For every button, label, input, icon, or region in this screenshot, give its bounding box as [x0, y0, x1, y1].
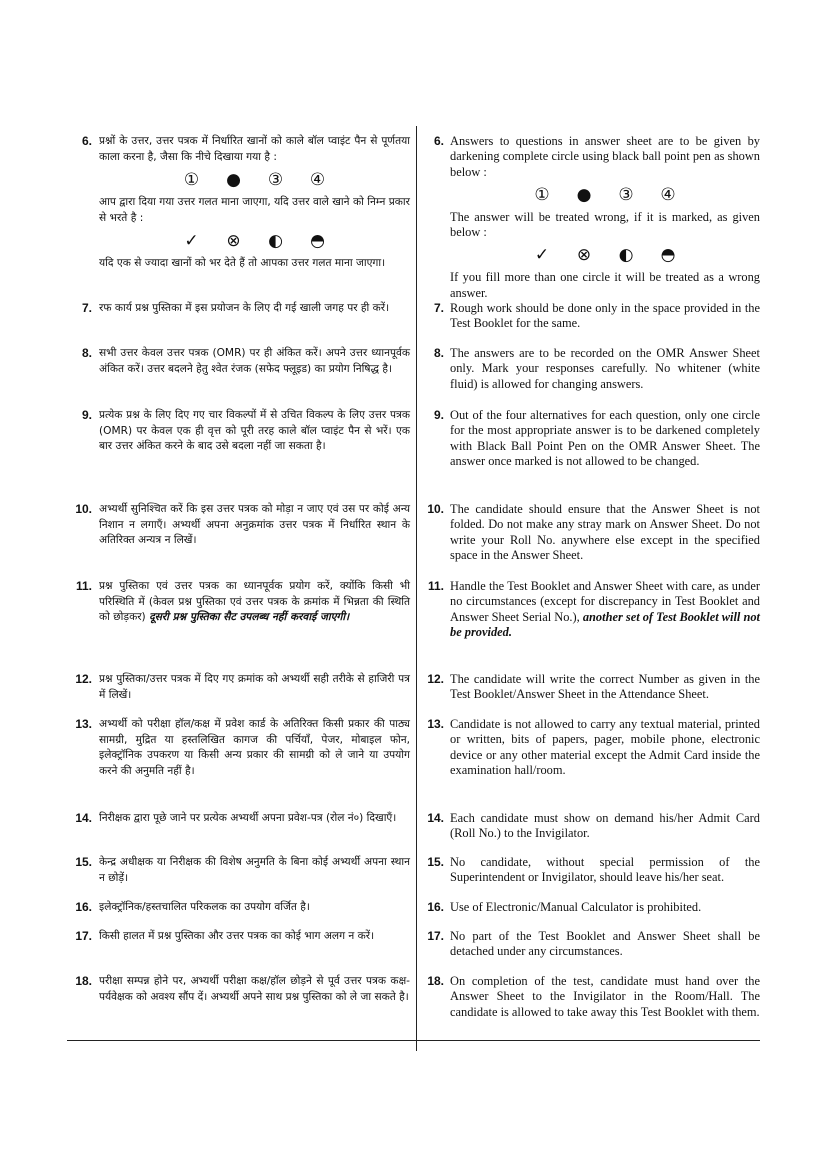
- en-item-text: No part of the Test Booklet and Answer Sheet shall be detached under any circumstances.: [450, 929, 760, 959]
- en-item-text: The answers are to be recorded on the OMR Answer Sheet only. Mark your responses carefully. No whitener (white fluid) is allowed for changing answers.: [450, 346, 760, 391]
- en-item-number: 10.: [427, 502, 444, 516]
- hi-item-7: [72, 301, 410, 317]
- en-item-number: 15.: [427, 855, 444, 869]
- en-item-text: Answers to questions in answer sheet are to be given by darkening complete circle using black ball point pen as shown below :: [450, 134, 760, 179]
- hi-item-text: केन्द्र अधीक्षक या निरीक्षक की विशेष अनुमति के बिना कोई अभ्यर्थी अपना स्थान न छोड़ें।: [99, 856, 410, 884]
- hi-item-number: 6.: [81, 134, 92, 148]
- hi-item-text: सभी उत्तर केवल उत्तर पत्रक (OMR) पर ही अंकित करें। अपने उत्तर ध्यानपूर्वक अंकित करें। उत्तर बदलने हेतु श्वेत रंजक (सफेद फ्लूइड) का प्रयोग निषिद्ध है।: [99, 347, 410, 375]
- hi-item-number: 7.: [81, 301, 92, 315]
- hi-item-17: [72, 929, 410, 945]
- hi-item-9: [72, 408, 410, 455]
- en-item-16: [424, 900, 760, 915]
- en-item-text: Out of the four alternatives for each question, only one circle for the most appropriate answer is to be darkened completely with Black Ball Point Pen on the OMR Answer Sheet. The answer once marked is not allowed to be changed.: [450, 408, 760, 468]
- en-item-number: 9.: [433, 408, 444, 422]
- en-item-18: [424, 974, 760, 1020]
- en-item-number: 7.: [433, 301, 444, 315]
- hi-item-number: 16.: [75, 900, 92, 914]
- en-item-14: [424, 811, 760, 842]
- cross-circle-icon: ⊗: [576, 245, 592, 266]
- partially-filled-circle-icon: ◓: [660, 245, 676, 266]
- correct-marking-example: [99, 169, 410, 191]
- hi-item-text: परीक्षा सम्पन्न होने पर, अभ्यर्थी परीक्षा कक्ष/हॉल छोड़ने से पूर्व उत्तर पत्रक कक्ष-पर्यवेक्षक को अवश्य सौंप दें। अभ्यर्थी अपने साथ प्रश्न पुस्तिका को ले जा सकते है।: [99, 975, 410, 1003]
- en-item-10: [424, 502, 760, 563]
- en-item-text: On completion of the test, candidate must hand over the Answer Sheet to the Invigilator in the Room/Hall. The candidate is allowed to take away this Test Booklet with them.: [450, 974, 760, 1019]
- en-item-text: No candidate, without special permission of the Superintendent or Invigilator, should leave his/her seat.: [450, 855, 760, 885]
- en-item-text: Each candidate must show on demand his/her Admit Card (Roll No.) to the Invigilator.: [450, 811, 760, 841]
- hi-item-text: रफ कार्य प्रश्न पुस्तिका में इस प्रयोजन के लिए दी गई खाली जगह पर ही करें।: [99, 302, 390, 314]
- en-item-6: [424, 134, 760, 301]
- en-item-text: Rough work should be done only in the space provided in the Test Booklet for the same.: [450, 301, 760, 331]
- option-1-circle-icon: ①: [534, 184, 550, 205]
- hi-item-number: 15.: [75, 855, 92, 869]
- hi-item-text: आप द्वारा दिया गया उत्तर गलत माना जाएगा, यदि उत्तर वाले खाने को निम्न प्रकार से भरते है :: [99, 196, 410, 224]
- hi-item-text: यदि एक से ज्यादा खानों को भर देते हैं तो आपका उत्तर गलत माना जाएगा।: [99, 257, 386, 270]
- partially-filled-circle-icon: ◓: [310, 231, 325, 252]
- hi-item-8: [72, 346, 410, 377]
- option-3-circle-icon: ③: [618, 184, 634, 205]
- hi-item-text: इलेक्ट्रॉनिक/हस्तचालित परिकलक का उपयोग वर्जित है।: [99, 901, 310, 913]
- en-item-text: The answer will be treated wrong, if it is marked, as given below :: [450, 209, 760, 240]
- en-item-number: 12.: [427, 672, 444, 686]
- hi-item-text: प्रश्नों के उत्तर, उत्तर पत्रक में निर्धारित खानों को काले बॉल प्वाइंट पैन से पूर्णतया काला करना है, जैसा कि नीचे दिखाया गया है :: [99, 135, 410, 163]
- option-4-circle-icon: ④: [309, 170, 326, 191]
- en-item-emphasis: another set of Test Booklet will not be provided.: [450, 609, 761, 639]
- hi-item-text: प्रश्न पुस्तिका एवं उत्तर पत्रक का ध्यानपूर्वक प्रयोग करें, क्योंकि किसी भी परिस्थिति में (केवल प्रश्न पुस्तिका एवं उत्तर पत्रक के क्रमांक में भिन्नता की स्थिति को छोड़कर): [99, 580, 410, 624]
- hi-item-11: [72, 579, 410, 626]
- hi-item-number: 11.: [75, 579, 92, 593]
- en-item-9: [424, 408, 760, 469]
- column-divider: [416, 126, 417, 1051]
- option-1-circle-icon: ①: [183, 170, 200, 191]
- en-item-17: [424, 929, 760, 960]
- hi-item-6: [72, 134, 410, 272]
- hi-item-14: [72, 811, 410, 827]
- en-item-number: 6.: [433, 134, 444, 148]
- en-item-text: Candidate is not allowed to carry any textual material, printed or written, bits of papers, pager, mobile phone, electronic device or any other material except the Admit Card inside the examination hall/room.: [450, 717, 760, 777]
- hi-item-text: प्रत्येक प्रश्न के लिए दिए गए चार विकल्पों में से उचित विकल्प के लिए उत्तर पत्रक (OMR) पर केवल एक ही वृत्त को पूरी तरह काले बॉल प्वाइंट पैन से भरें। एक बार उत्तर अंकित करने के बाद उसे बदला नहीं जा सकता है।: [99, 409, 410, 453]
- hi-item-12: [72, 672, 410, 703]
- hi-item-number: 12.: [75, 672, 92, 686]
- wrong-marking-example: [99, 230, 410, 252]
- en-item-8: [424, 346, 760, 392]
- hi-item-13: [72, 717, 410, 779]
- hi-item-number: 8.: [81, 346, 92, 360]
- en-item-text: Handle the Test Booklet and Answer Sheet with care, as under no circumstances (except for discrepancy in Test Booklet and Answer Sheet Serial No.),: [450, 579, 760, 624]
- en-item-number: 8.: [433, 346, 444, 360]
- en-item-15: [424, 855, 760, 886]
- en-item-13: [424, 717, 760, 778]
- wrong-marking-example: [450, 244, 760, 266]
- en-item-12: [424, 672, 760, 703]
- hi-item-15: [72, 855, 410, 886]
- hi-item-text: निरीक्षक द्वारा पूछे जाने पर प्रत्येक अभ्यर्थी अपना प्रवेश-पत्र (रोल नं०) दिखाएँ।: [99, 812, 397, 824]
- tick-circle-icon: ✓: [184, 231, 199, 252]
- option-3-circle-icon: ③: [267, 170, 284, 191]
- cross-circle-icon: ⊗: [226, 231, 241, 252]
- hi-item-number: 10.: [75, 502, 92, 516]
- tick-circle-icon: ✓: [534, 245, 550, 266]
- filled-circle-icon: ●: [226, 170, 241, 191]
- en-item-text: The candidate will write the correct Number as given in the Test Booklet/Answer Sheet in the Attendance Sheet.: [450, 672, 760, 702]
- half-filled-circle-icon: ◐: [268, 231, 283, 252]
- option-4-circle-icon: ④: [660, 184, 676, 205]
- half-filled-circle-icon: ◐: [618, 245, 634, 266]
- en-item-number: 17.: [427, 929, 444, 943]
- hi-item-number: 18.: [75, 974, 92, 988]
- en-item-text: If you fill more than one circle it will be treated as a wrong answer.: [450, 270, 760, 300]
- hi-item-number: 9.: [81, 408, 92, 422]
- en-item-number: 16.: [427, 900, 444, 914]
- en-item-7: [424, 301, 760, 332]
- hi-item-number: 17.: [75, 929, 92, 943]
- hi-item-10: [72, 502, 410, 549]
- en-item-text: The candidate should ensure that the Answer Sheet is not folded. Do not make any stray mark on Answer Sheet. Do not write your Roll No. anywhere else except in the specified space in the Answer Sheet.: [450, 502, 760, 562]
- hi-item-text: अभ्यर्थी सुनिश्चित करें कि इस उत्तर पत्रक को मोड़ा न जाए एवं उस पर कोई अन्य निशान न लगाएँ। अभ्यर्थी अपना अनुक्रमांक उत्तर पत्रक में निर्धारित स्थान के अतिरिक्त अन्यत्र न लिखें।: [99, 503, 410, 547]
- hi-item-emphasis: दूसरी प्रश्न पुस्तिका सैट उपलब्ध नहीं करवाई जाएगी।: [149, 611, 350, 624]
- correct-marking-example: [450, 184, 760, 206]
- bottom-rule: [67, 1040, 760, 1041]
- hi-item-18: [72, 974, 410, 1005]
- hi-item-number: 14.: [75, 811, 92, 825]
- en-item-number: 18.: [427, 974, 444, 988]
- en-item-11: [424, 579, 760, 640]
- hi-item-16: [72, 900, 410, 916]
- filled-circle-icon: ●: [576, 184, 592, 205]
- en-item-text: Use of Electronic/Manual Calculator is prohibited.: [450, 900, 702, 914]
- en-item-number: 14.: [427, 811, 444, 825]
- hi-item-text: प्रश्न पुस्तिका/उत्तर पत्रक में दिए गए क्रमांक को अभ्यर्थी सही तरीके से हाजिरी पत्र में लिखें।: [99, 673, 410, 701]
- hi-item-number: 13.: [75, 717, 92, 731]
- hi-item-text: अभ्यर्थी को परीक्षा हॉल/कक्ष में प्रवेश कार्ड के अतिरिक्त किसी प्रकार की पाठ्य सामग्री, मुद्रित या हस्तलिखित कागज की पर्चियाँ, पेजर, मोबाइल फोन, इलेक्ट्रॉनिक उपकरण या किसी अन्य प्रकार की सामग्री को ले जाने या उपयोग करने की अनुमति नहीं है।: [99, 718, 410, 777]
- hi-item-text: किसी हालत में प्रश्न पुस्तिका और उत्तर पत्रक का कोई भाग अलग न करें।: [99, 930, 375, 942]
- en-item-number: 13.: [427, 717, 444, 731]
- en-item-number: 11.: [427, 579, 444, 593]
